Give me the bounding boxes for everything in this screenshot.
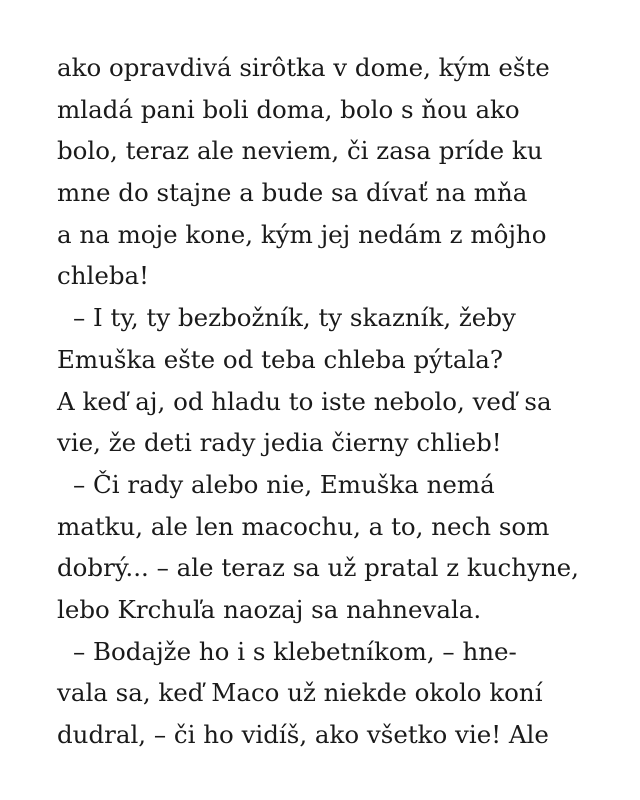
text-line: vie, že deti rady jedia čierny chlieb! [57,428,502,458]
text-line: – Či rady alebo nie, Emuška nemá [73,469,495,499]
text-line: ako opravdivá sirôtka v dome, kým ešte [57,53,550,82]
text-line: lebo Krchuľa naozaj sa nahnevala. [57,594,482,624]
text-line: – Bodajže ho i s klebetníkom, – hne- [73,636,517,666]
text-line: dudral, – či ho vidíš, ako všetko vie! Ale [57,720,549,749]
text-line: vala sa, keď Maco už niekde okolo koní [57,678,543,708]
text-line: matku, ale len macochu, a to, nech som [57,511,550,541]
text-line: mladá pani boli doma, bolo s ňou ako [57,94,520,124]
text-line: Emuška ešte od teba chleba pýtala? [57,344,504,374]
text-line: A keď aj, od hladu to iste nebolo, veď sa [57,386,552,416]
body-text [57,47,617,756]
text-line: – I ty, ty bezbožník, ty skazník, žeby [73,303,516,333]
text-line: bolo, teraz ale neviem, či zasa príde ku [57,136,543,166]
text-line: chleba! [57,261,149,291]
text-line: dobrý... – ale teraz sa už pratal z kuchyne, [57,553,579,583]
text-line: mne do stajne a bude sa dívať na mňa [57,178,528,208]
text-line: a na moje kone, kým jej nedám z môjho [57,219,547,249]
